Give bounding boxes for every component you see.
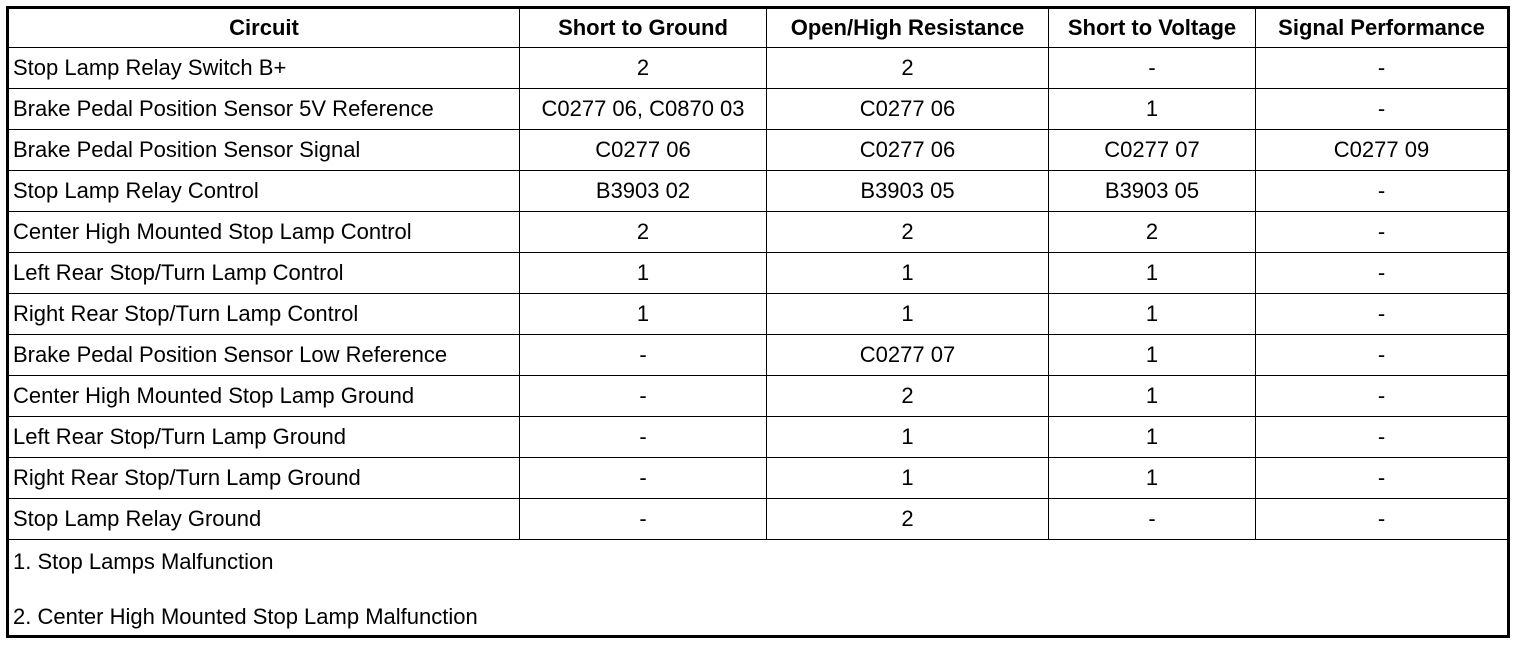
open-high-resistance-cell: B3903 05: [767, 171, 1049, 212]
short-to-ground-cell: -: [520, 499, 767, 540]
signal-performance-cell: -: [1256, 253, 1509, 294]
short-to-voltage-cell: B3903 05: [1049, 171, 1256, 212]
short-to-voltage-cell: -: [1049, 48, 1256, 89]
short-to-ground-cell: C0277 06: [520, 130, 767, 171]
signal-performance-cell: -: [1256, 294, 1509, 335]
open-high-resistance-cell: 2: [767, 376, 1049, 417]
circuit-name-cell: Left Rear Stop/Turn Lamp Control: [8, 253, 520, 294]
table-row: [8, 335, 1509, 376]
signal-performance-cell: -: [1256, 458, 1509, 499]
circuit-name-cell: Brake Pedal Position Sensor 5V Reference: [8, 89, 520, 130]
short-to-ground-cell: 1: [520, 294, 767, 335]
table-row: [8, 171, 1509, 212]
circuit-name-cell: Stop Lamp Relay Ground: [8, 499, 520, 540]
short-to-voltage-cell: 1: [1049, 335, 1256, 376]
short-to-ground-cell: -: [520, 417, 767, 458]
table-row: [8, 294, 1509, 335]
signal-performance-cell: -: [1256, 171, 1509, 212]
table-row: [8, 48, 1509, 89]
open-high-resistance-cell: 2: [767, 48, 1049, 89]
header-short-to-ground: Short to Ground: [520, 8, 767, 48]
header-open-high-resistance: Open/High Resistance: [767, 8, 1049, 48]
signal-performance-cell: -: [1256, 48, 1509, 89]
notes-row: [8, 540, 1509, 637]
signal-performance-cell: -: [1256, 376, 1509, 417]
signal-performance-cell: -: [1256, 499, 1509, 540]
open-high-resistance-cell: 1: [767, 417, 1049, 458]
open-high-resistance-cell: C0277 06: [767, 130, 1049, 171]
open-high-resistance-cell: C0277 06: [767, 89, 1049, 130]
header-short-to-voltage: Short to Voltage: [1049, 8, 1256, 48]
short-to-ground-cell: -: [520, 376, 767, 417]
note-stop-lamps-malfunction: 1. Stop Lamps Malfunction: [13, 549, 274, 574]
short-to-voltage-cell: 1: [1049, 89, 1256, 130]
circuit-name-cell: Center High Mounted Stop Lamp Ground: [8, 376, 520, 417]
short-to-voltage-cell: 1: [1049, 458, 1256, 499]
short-to-ground-cell: B3903 02: [520, 171, 767, 212]
short-to-ground-cell: 1: [520, 253, 767, 294]
open-high-resistance-cell: 2: [767, 499, 1049, 540]
open-high-resistance-cell: C0277 07: [767, 335, 1049, 376]
header-row: [8, 8, 1509, 48]
short-to-voltage-cell: -: [1049, 499, 1256, 540]
short-to-ground-cell: 2: [520, 212, 767, 253]
table-row: [8, 499, 1509, 540]
circuit-name-cell: Center High Mounted Stop Lamp Control: [8, 212, 520, 253]
short-to-voltage-cell: 2: [1049, 212, 1256, 253]
table-row: [8, 458, 1509, 499]
short-to-ground-cell: -: [520, 335, 767, 376]
open-high-resistance-cell: 1: [767, 253, 1049, 294]
signal-performance-cell: -: [1256, 89, 1509, 130]
signal-performance-cell: C0277 09: [1256, 130, 1509, 171]
circuit-name-cell: Stop Lamp Relay Control: [8, 171, 520, 212]
table-row: [8, 89, 1509, 130]
short-to-voltage-cell: C0277 07: [1049, 130, 1256, 171]
table-row: [8, 212, 1509, 253]
short-to-ground-cell: -: [520, 458, 767, 499]
note-chmsl-malfunction: 2. Center High Mounted Stop Lamp Malfunction: [13, 604, 478, 629]
circuit-name-cell: Right Rear Stop/Turn Lamp Ground: [8, 458, 520, 499]
table-row: [8, 376, 1509, 417]
open-high-resistance-cell: 2: [767, 212, 1049, 253]
circuit-name-cell: Right Rear Stop/Turn Lamp Control: [8, 294, 520, 335]
circuit-name-cell: Brake Pedal Position Sensor Signal: [8, 130, 520, 171]
short-to-voltage-cell: 1: [1049, 294, 1256, 335]
circuit-name-cell: Stop Lamp Relay Switch B+: [8, 48, 520, 89]
open-high-resistance-cell: 1: [767, 458, 1049, 499]
header-signal-performance: Signal Performance: [1256, 8, 1509, 48]
short-to-voltage-cell: 1: [1049, 376, 1256, 417]
table-row: [8, 417, 1509, 458]
circuit-fault-table: [6, 6, 1510, 638]
short-to-ground-cell: 2: [520, 48, 767, 89]
short-to-ground-cell: C0277 06, C0870 03: [520, 89, 767, 130]
signal-performance-cell: -: [1256, 417, 1509, 458]
table-row: [8, 130, 1509, 171]
signal-performance-cell: -: [1256, 212, 1509, 253]
open-high-resistance-cell: 1: [767, 294, 1049, 335]
circuit-name-cell: Left Rear Stop/Turn Lamp Ground: [8, 417, 520, 458]
notes-cell: [8, 540, 1509, 637]
signal-performance-cell: -: [1256, 335, 1509, 376]
table-row: [8, 253, 1509, 294]
short-to-voltage-cell: 1: [1049, 417, 1256, 458]
header-circuit: Circuit: [8, 8, 520, 48]
short-to-voltage-cell: 1: [1049, 253, 1256, 294]
circuit-name-cell: Brake Pedal Position Sensor Low Reference: [8, 335, 520, 376]
